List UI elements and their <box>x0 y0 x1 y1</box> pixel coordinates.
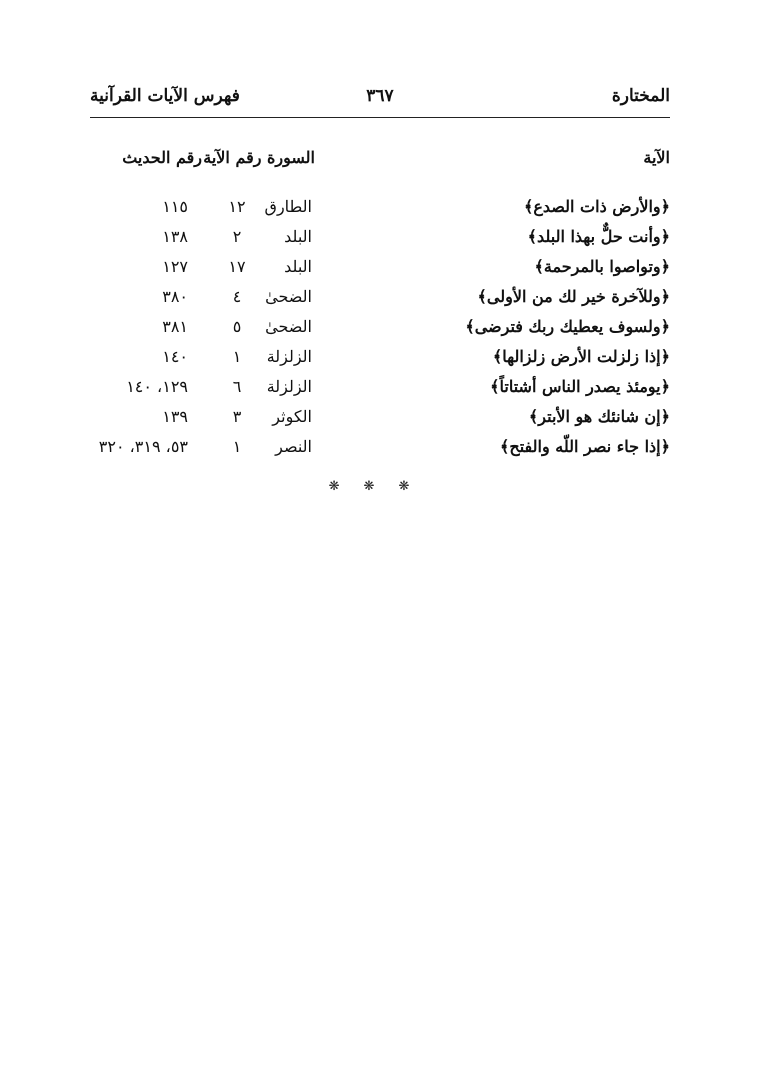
table-row <box>0 252 762 282</box>
end-ornament: ❋❋❋ <box>328 479 434 494</box>
table-row <box>0 282 762 312</box>
hadith-number: ١٢٩، ١٤٠ <box>126 377 188 396</box>
index-title: فهرس الآيات القرآنية <box>90 86 240 106</box>
surah-name: البلد <box>284 227 312 246</box>
ayah-number: ٥ <box>232 317 242 336</box>
ayah-number: ١٧ <box>228 257 246 276</box>
surah-name: الزلزلة <box>266 347 312 366</box>
column-header-ayah: الآية <box>643 148 670 167</box>
running-head <box>90 86 670 112</box>
surah-name: الضحىٰ <box>265 317 312 336</box>
ayah-number: ٣ <box>232 407 242 426</box>
ayah-number: ١٢ <box>228 197 246 216</box>
surah-name: الضحىٰ <box>265 287 312 306</box>
ayah-text: ﴿إذا جاء نصر اللّه والفتح﴾ <box>500 437 670 456</box>
ayah-text: ﴿ولسوف يعطيك ربك فترضى﴾ <box>465 317 670 336</box>
table-row <box>0 372 762 402</box>
table-row <box>0 342 762 372</box>
hadith-number: ٥٣، ٣١٩، ٣٢٠ <box>98 437 188 456</box>
column-header-hadith: رقم الحديث <box>122 148 202 167</box>
hadith-number: ١٢٧ <box>162 257 188 276</box>
surah-name: النصر <box>275 437 312 456</box>
hadith-number: ١٤٠ <box>162 347 188 366</box>
table-row <box>0 192 762 222</box>
ayah-text: ﴿وأنت حلٌّ بهذا البلد﴾ <box>527 227 670 246</box>
hadith-number: ١٣٩ <box>162 407 188 426</box>
ayah-text: ﴿إن شانئك هو الأبتر﴾ <box>528 407 670 426</box>
book-title: المختارة <box>611 86 670 106</box>
ayah-number: ٦ <box>232 377 242 396</box>
table-row <box>0 432 762 462</box>
surah-name: الزلزلة <box>266 377 312 396</box>
hadith-number: ٣٨٠ <box>162 287 188 306</box>
ayah-text: ﴿وللآخرة خير لك من الأولى﴾ <box>477 287 670 306</box>
ayah-text: ﴿يومئذ يصدر الناس أشتاتاً﴾ <box>490 377 670 396</box>
table-row <box>0 402 762 432</box>
surah-name: الكوثر <box>272 407 312 426</box>
hadith-number: ١٣٨ <box>162 227 188 246</box>
ayah-text: ﴿إذا زلزلت الأرض زلزالها﴾ <box>492 347 670 366</box>
column-header-surah: السورة رقم الآية <box>203 148 315 167</box>
surah-name: الطارق <box>264 197 312 216</box>
ayah-number: ١ <box>232 347 242 366</box>
ayah-text: ﴿والأرض ذات الصدع﴾ <box>523 197 670 216</box>
header-rule <box>90 117 670 118</box>
ayah-number: ١ <box>232 437 242 456</box>
table-row <box>0 312 762 342</box>
hadith-number: ١١٥ <box>162 197 188 216</box>
page-number: ٣٦٧ <box>366 86 394 106</box>
table-row <box>0 222 762 252</box>
ayah-number: ٢ <box>232 227 242 246</box>
ayah-text: ﴿وتواصوا بالمرحمة﴾ <box>534 257 670 276</box>
surah-name: البلد <box>284 257 312 276</box>
ayah-number: ٤ <box>232 287 242 306</box>
hadith-number: ٣٨١ <box>162 317 188 336</box>
